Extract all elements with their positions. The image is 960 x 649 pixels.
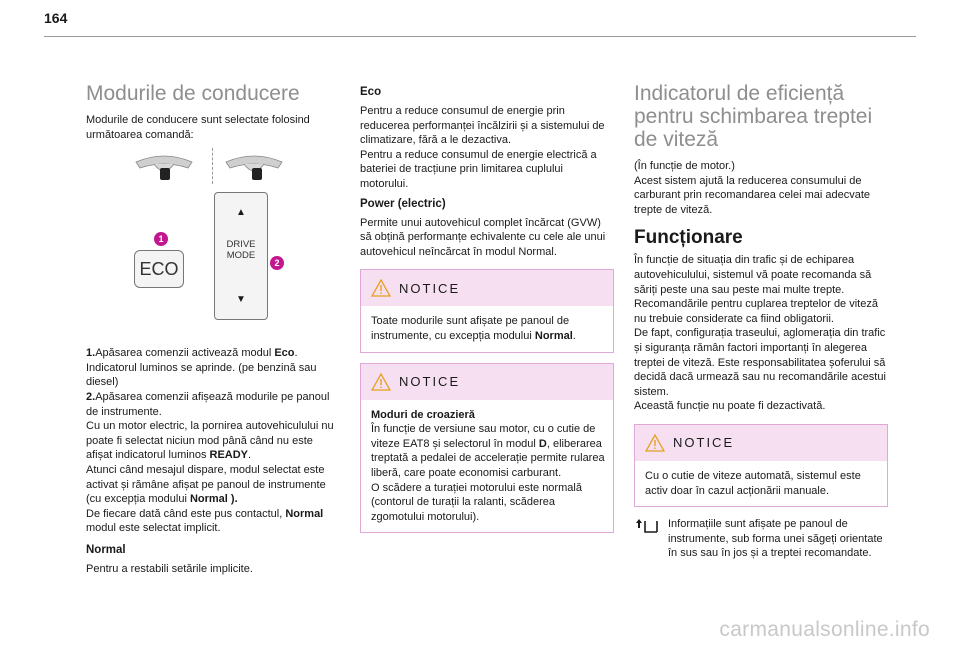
heading-normal: Normal xyxy=(86,543,126,556)
gear-shift-text: Informațiile sunt afișate pe panoul de instrumente, sub forma unei săgeți orientate în sus sau în jos și a treptei recomandate. xyxy=(668,518,883,560)
notice-box-cruise xyxy=(360,363,614,534)
section-title-gear-indicator: Indicatorul de eficiență pentru schimbarea treptei de viteză xyxy=(634,82,873,151)
notice-body xyxy=(635,461,887,506)
instruction-line: De fiecare dată când este pus contactul, Normal modul este selectat implicit. xyxy=(86,507,324,535)
warning-icon xyxy=(371,279,391,297)
gear-intro-2: Acest sistem ajută la reducerea consumului de carburant prin recomandarea celei mai adecvate trepte de viteză. xyxy=(634,174,871,216)
page-number: 164 xyxy=(44,10,68,26)
column-driving-modes xyxy=(86,82,334,577)
gear-shift-info xyxy=(634,517,888,561)
heading-eco: Eco xyxy=(360,86,382,98)
gear-intro-1: (În funcție de motor.) xyxy=(634,160,735,172)
heading-power: Power (electric) xyxy=(360,197,446,210)
notice-box-automatic xyxy=(634,424,888,507)
func-text-4: Această funcție nu poate fi dezactivată. xyxy=(634,400,826,413)
power-text: Permite unui autovehicul complet încărcat (GVW) să obțină performanțe echivalente cu cele ale unui autovehicul neîncărcat în modul Normal. xyxy=(360,216,606,258)
notice-header xyxy=(635,425,887,461)
callout-badge-1: 1 xyxy=(154,232,168,246)
instruction-line: 1.Apăsarea comenzii activează modul Eco. xyxy=(86,347,298,360)
func-text-2: Recomandările pentru cuplarea treptelor de viteză nu trebuie considerate ca fiind obligatorii. xyxy=(634,298,878,325)
section-title-driving-modes: Modurile de conducere xyxy=(86,82,300,105)
arrow-down-icon: ▼ xyxy=(236,294,246,306)
heading-functionare: Funcționare xyxy=(634,227,743,249)
notice-text: Toate modurile sunt afișate pe panoul de instrumente, cu excepția modului Normal. xyxy=(371,315,576,342)
notice-header xyxy=(361,364,613,400)
drive-mode-panel xyxy=(214,192,268,320)
notice-body xyxy=(361,400,613,533)
notice-label: NOTICE xyxy=(399,374,461,390)
eco-button: ECO xyxy=(134,250,184,288)
drive-mode-label-line2: MODE xyxy=(226,250,256,262)
func-text-3: De fapt, configurația traseului, aglomerația din trafic și siguranța rămân factori importanți în alegerea treptei de viteză. Este responsabilitatea șoferului să decidă dacă urmează sau nu recomandările acestui sistem. xyxy=(634,327,886,398)
warning-icon xyxy=(371,373,391,391)
intro-text: Modurile de conducere sunt selectate folosind următoarea comandă: xyxy=(86,114,310,141)
eco-text-2: Pentru a reduce consumul de energie electrică a bateriei de tracțiune prin limitarea cuplului motorului. xyxy=(360,148,597,190)
notice-label: NOTICE xyxy=(673,435,735,451)
steering-wheel-icon xyxy=(132,148,196,182)
instruction-line: Indicatorul luminos se aprinde. (pe benzină sau diesel) xyxy=(86,361,317,389)
func-text-1: În funcție de situația din trafic și de echiparea autovehiculului, sistemul vă poate recomanda să săriți peste una sau peste mai multe trepte. xyxy=(634,254,872,296)
arrow-up-icon: ▲ xyxy=(236,207,246,219)
notice-body xyxy=(361,306,613,351)
callout-badge-2: 2 xyxy=(270,256,284,270)
notice-title: Moduri de croazieră xyxy=(371,408,475,421)
steering-wheel-icon xyxy=(222,148,286,182)
figure-divider xyxy=(212,148,214,184)
notice-text-2: O scădere a turației motorului este normală (contorul de turații la ralanti, scăderea zgomotului motorului). xyxy=(371,481,582,523)
notice-label: NOTICE xyxy=(399,280,461,296)
header-rule xyxy=(44,36,916,37)
footer-watermark: carmanualsonline.info xyxy=(719,618,930,641)
notice-text: În funcție de versiune sau motor, cu o cutie de viteze EAT8 și selectorul în modul D, eliberarea treptată a pedalei de accelerație permite rularea liberă, care poate economisi carburant. xyxy=(371,423,605,479)
instruction-line: Cu un motor electric, la pornirea autovehiculului nu poate fi selectat niciun mod până când nu este afișat indicatorul luminos READY. xyxy=(86,420,334,462)
eco-text-1: Pentru a reduce consumul de energie prin reducerea performanței încălzirii și a sistemului de climatizare, fără a le dezactiva. xyxy=(360,105,605,147)
normal-text: Pentru a restabili setările implicite. xyxy=(86,562,253,575)
warning-icon xyxy=(645,434,665,452)
instruction-line: Atunci când mesajul dispare, modul selectat este activat și rămâne afișat pe panoul de instrumente (cu excepția modului Normal ). xyxy=(86,463,326,506)
column-modes-detail xyxy=(360,82,614,543)
notice-text: Cu o cutie de viteze automată, sistemul este activ doar în cazul acționării manuale. xyxy=(645,469,861,497)
drive-mode-label-line1: DRIVE xyxy=(226,239,256,251)
drive-mode-figure xyxy=(86,148,334,338)
drive-mode-label xyxy=(215,239,267,261)
instruction-line: 2.Apăsarea comenzii afișează modurile pe panoul de instrumente. xyxy=(86,390,330,418)
column-gear-indicator xyxy=(634,82,888,561)
notice-box-modes xyxy=(360,269,614,352)
notice-header xyxy=(361,270,613,306)
gear-shift-arrow-icon xyxy=(634,517,660,537)
instruction-list xyxy=(86,346,334,536)
